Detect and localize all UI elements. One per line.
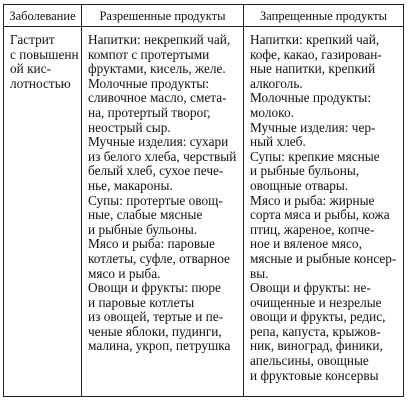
forbidden-text-line: ник, виноград, финики, (250, 338, 383, 354)
allowed-text-line: белый хлеб, сухое пече- (88, 163, 224, 179)
disease-text-line: с повышенн (10, 46, 79, 62)
forbidden-text-line: Супы: крепкие мясные (250, 148, 380, 164)
forbidden-text-line: репа, капуста, крыжов- (250, 323, 381, 339)
allowed-text-line: ные, слабые мясные (88, 207, 203, 223)
forbidden-text-line: мясные и рыбные консер- (250, 250, 397, 266)
allowed-text-line: из овощей, тертые и пе- (88, 309, 224, 325)
header-disease: Заболевание (4, 5, 82, 27)
allowed-text-line: фруктами, кисель, желе. (88, 61, 226, 77)
allowed-text-line: Супы: протертые овощ- (88, 192, 223, 208)
allowed-text-line: на, протертый творог, (88, 104, 211, 120)
disease-text-line: лотностью (10, 75, 71, 91)
allowed-text-line: котлеты, суфле, отварное (88, 250, 230, 266)
forbidden-text-line: и рыбные бульоны, (250, 163, 360, 179)
header-allowed: Разрешенные продукты (82, 5, 244, 27)
forbidden-text-line: ные напитки, крепкий (250, 61, 376, 77)
allowed-cell (82, 27, 244, 397)
allowed-text-line: малина, укроп, петрушка (88, 338, 231, 354)
disease-cell (4, 27, 82, 397)
allowed-text-line: Напитки: некрепкий чай, (88, 32, 231, 47)
forbidden-text-line: молоко. (250, 104, 294, 120)
allowed-text-line: Овощи и фрукты: пюре (88, 280, 221, 296)
allowed-text-line: и паровые котлеты (88, 294, 195, 310)
allowed-text-line: из белого хлеба, черствый (88, 148, 237, 164)
header-forbidden: Запрещенные продукты (244, 5, 404, 27)
forbidden-text-line: кофе, какао, газирован- (250, 46, 382, 62)
forbidden-text-line: алкоголь. (250, 75, 303, 91)
diet-table (3, 4, 404, 397)
forbidden-text-line: Мучные изделия: чер- (250, 119, 376, 135)
allowed-text-line: и рыбные бульоны. (88, 221, 198, 237)
allowed-text-line: неострый сыр. (88, 119, 171, 135)
forbidden-text-line: овощи и фрукты, редис, (250, 309, 386, 325)
allowed-text-line: Молочные продукты: (88, 75, 210, 91)
forbidden-text-line: ное и вяленое мясо, (250, 236, 362, 252)
disease-text-line: ой кис- (10, 61, 51, 77)
forbidden-text-line: птиц, жареное, копче- (250, 221, 375, 237)
forbidden-text-line: вы. (250, 265, 269, 281)
disease-text-line: Гастрит (10, 32, 55, 47)
header-row (4, 5, 404, 27)
allowed-text-line: Мучные изделия: сухари (88, 134, 229, 150)
forbidden-cell (244, 27, 404, 397)
forbidden-text-line: ный хлеб. (250, 134, 306, 150)
forbidden-text-line: и фруктовые консервы (250, 367, 379, 383)
forbidden-text-line: апельсины, овощные (250, 353, 369, 369)
forbidden-text-line: овощные отвары. (250, 177, 349, 193)
forbidden-text-line: очищенные и незрелые (250, 294, 382, 310)
forbidden-text-line: Молочные продукты: (250, 90, 372, 106)
forbidden-text-line: сорта мяса и рыбы, кожа (250, 207, 390, 223)
forbidden-text-line: Мясо и рыба: жирные (250, 192, 375, 208)
allowed-text-line: нье, макароны. (88, 177, 173, 193)
forbidden-text-line: Напитки: крепкий чай, (250, 32, 380, 47)
allowed-text-line: мясо и рыба. (88, 265, 161, 281)
allowed-text-line: ченые яблоки, пудинги, (88, 323, 222, 339)
allowed-text-line: сливочное масло, смета- (88, 90, 227, 106)
allowed-text-line: компот с протертыми (88, 46, 210, 62)
forbidden-text-line: Овощи и фрукты: не- (250, 280, 371, 296)
table-row (4, 27, 404, 397)
allowed-text-line: Мясо и рыба: паровые (88, 236, 215, 252)
